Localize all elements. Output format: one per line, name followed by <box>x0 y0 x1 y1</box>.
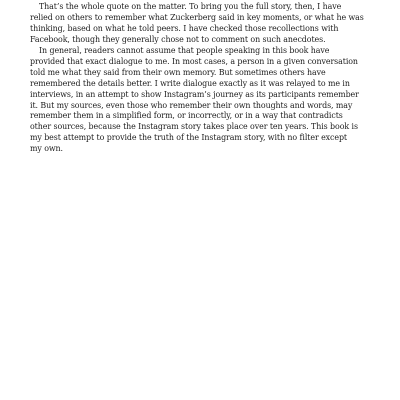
text-line: remember them in a simplified form, or incorrectly, or in a way that contradicts <box>30 111 343 121</box>
text-line: provided that exact dialogue to me. In most cases, a person in a given conversation <box>30 56 358 66</box>
text-line: In general, readers cannot assume that people speaking in this book have <box>39 45 330 55</box>
text-line: interviews, in an attempt to show Instagram’s journey as its participants remember <box>30 89 359 99</box>
text-line: my best attempt to provide the truth of the Instagram story, with no filter except <box>30 133 348 143</box>
text-line: my own. <box>30 144 63 154</box>
text-line: Facebook, though they generally chose not to comment on such anecdotes. <box>30 34 326 44</box>
text-line: remembered the details better. I write dialogue exactly as it was relayed to me in <box>30 78 350 88</box>
body-text <box>30 0 372 155</box>
text-line: thinking, based on what he told peers. I have checked those recollections with <box>30 23 339 33</box>
text-line: other sources, because the Instagram story takes place over ten years. This book is <box>30 122 358 132</box>
text-line: it. But my sources, even those who remember their own thoughts and words, may <box>30 100 353 110</box>
text-line: relied on others to remember what Zuckerberg said in key moments, or what he was <box>30 12 364 22</box>
text-line: told me what they said from their own memory. But sometimes others have <box>30 67 326 77</box>
text-line: That’s the whole quote on the matter. To bring you the full story, then, I have <box>39 1 342 11</box>
